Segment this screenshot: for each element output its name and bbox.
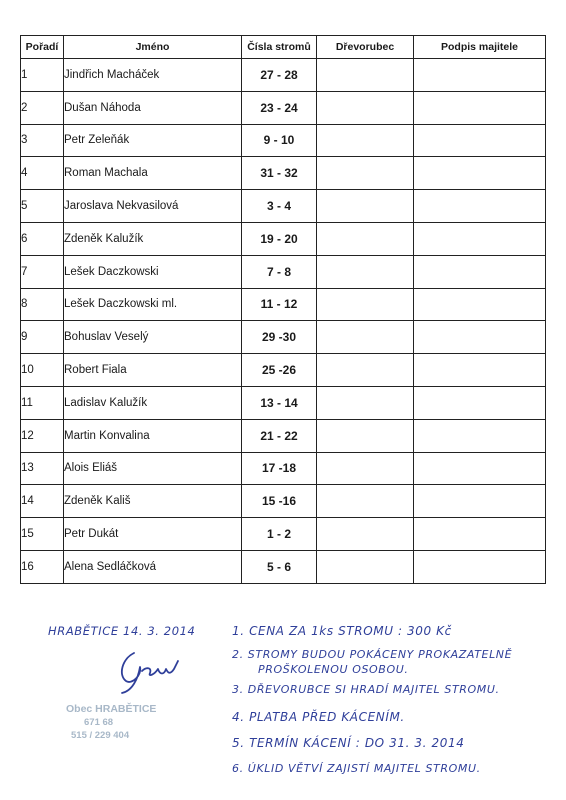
row-tree-numbers: 1 - 2 (242, 518, 317, 551)
row-signature-cell (414, 157, 546, 190)
row-woodcutter-cell (317, 386, 414, 419)
row-order: 8 (21, 288, 64, 321)
row-signature-cell (414, 386, 546, 419)
row-tree-numbers: 15 -16 (242, 485, 317, 518)
tree-allocation-table (20, 35, 546, 584)
table-row (21, 157, 546, 190)
table-row (21, 386, 546, 419)
row-woodcutter-cell (317, 59, 414, 92)
table-row (21, 255, 546, 288)
row-name: Martin Konvalina (64, 419, 242, 452)
row-tree-numbers: 13 - 14 (242, 386, 317, 419)
row-tree-numbers: 17 -18 (242, 452, 317, 485)
row-name: Robert Fiala (64, 354, 242, 387)
note-3: 3. DŘEVORUBCE SI HRADÍ MAJITEL STROMU. (232, 683, 500, 696)
row-signature-cell (414, 321, 546, 354)
row-order: 2 (21, 91, 64, 124)
note-1: 1. CENA ZA 1ks STROMU : 300 Kč (232, 624, 452, 638)
row-woodcutter-cell (317, 485, 414, 518)
row-signature-cell (414, 354, 546, 387)
table-body (21, 59, 546, 584)
note-2: 2. STROMY BUDOU POKÁCENY PROKAZATELNĚ (232, 648, 513, 661)
table-row (21, 518, 546, 551)
table-header-row (21, 36, 546, 59)
row-order: 15 (21, 518, 64, 551)
row-signature-cell (414, 190, 546, 223)
note-6: 6. ÚKLID VĚTVÍ ZAJISTÍ MAJITEL STROMU. (232, 762, 481, 775)
header-name: Jméno (64, 36, 242, 59)
table-row (21, 452, 546, 485)
row-signature-cell (414, 222, 546, 255)
row-name: Roman Machala (64, 157, 242, 190)
row-tree-numbers: 9 - 10 (242, 124, 317, 157)
row-woodcutter-cell (317, 222, 414, 255)
row-tree-numbers: 25 -26 (242, 354, 317, 387)
row-woodcutter-cell (317, 518, 414, 551)
row-signature-cell (414, 550, 546, 583)
row-name: Lešek Daczkowski (64, 255, 242, 288)
table-row (21, 485, 546, 518)
row-woodcutter-cell (317, 288, 414, 321)
row-woodcutter-cell (317, 124, 414, 157)
row-woodcutter-cell (317, 255, 414, 288)
row-woodcutter-cell (317, 91, 414, 124)
table-row (21, 222, 546, 255)
row-signature-cell (414, 59, 546, 92)
row-tree-numbers: 7 - 8 (242, 255, 317, 288)
row-signature-cell (414, 124, 546, 157)
table-row (21, 354, 546, 387)
row-tree-numbers: 11 - 12 (242, 288, 317, 321)
row-tree-numbers: 31 - 32 (242, 157, 317, 190)
row-order: 4 (21, 157, 64, 190)
row-tree-numbers: 5 - 6 (242, 550, 317, 583)
header-order: Pořadí (21, 36, 64, 59)
row-order: 16 (21, 550, 64, 583)
row-order: 13 (21, 452, 64, 485)
stamp-line-2: 671 68 (84, 717, 114, 728)
row-signature-cell (414, 419, 546, 452)
table-row (21, 91, 546, 124)
row-name: Bohuslav Veselý (64, 321, 242, 354)
row-order: 9 (21, 321, 64, 354)
signature-icon (112, 645, 192, 697)
row-tree-numbers: 19 - 20 (242, 222, 317, 255)
row-name: Petr Dukát (64, 518, 242, 551)
row-signature-cell (414, 452, 546, 485)
row-name: Zdeněk Kalužík (64, 222, 242, 255)
row-signature-cell (414, 288, 546, 321)
row-order: 5 (21, 190, 64, 223)
row-signature-cell (414, 518, 546, 551)
stamp-line-3: 515 / 229 404 (71, 730, 130, 741)
row-name: Dušan Náhoda (64, 91, 242, 124)
row-tree-numbers: 29 -30 (242, 321, 317, 354)
row-woodcutter-cell (317, 419, 414, 452)
table-row (21, 190, 546, 223)
note-2-continued: PROŠKOLENOU OSOBOU. (258, 663, 409, 676)
table-row (21, 124, 546, 157)
row-name: Petr Zeleňák (64, 124, 242, 157)
row-woodcutter-cell (317, 354, 414, 387)
row-name: Ladislav Kalužík (64, 386, 242, 419)
row-order: 7 (21, 255, 64, 288)
stamp-line-1: Obec HRABĚTICE (66, 703, 157, 715)
row-signature-cell (414, 91, 546, 124)
row-name: Lešek Daczkowski ml. (64, 288, 242, 321)
header-woodcutter: Dřevorubec (317, 36, 414, 59)
row-woodcutter-cell (317, 321, 414, 354)
row-order: 1 (21, 59, 64, 92)
table-row (21, 321, 546, 354)
row-signature-cell (414, 255, 546, 288)
row-woodcutter-cell (317, 452, 414, 485)
row-name: Alois Eliáš (64, 452, 242, 485)
table-row (21, 419, 546, 452)
table-row (21, 550, 546, 583)
row-signature-cell (414, 485, 546, 518)
row-order: 10 (21, 354, 64, 387)
row-tree-numbers: 23 - 24 (242, 91, 317, 124)
handwritten-place-date: HRABĚTICE 14. 3. 2014 (48, 624, 196, 638)
row-tree-numbers: 21 - 22 (242, 419, 317, 452)
row-tree-numbers: 27 - 28 (242, 59, 317, 92)
row-name: Jaroslava Nekvasilová (64, 190, 242, 223)
row-order: 14 (21, 485, 64, 518)
row-woodcutter-cell (317, 157, 414, 190)
note-4: 4. PLATBA PŘED KÁCENÍM. (232, 710, 405, 724)
row-order: 11 (21, 386, 64, 419)
row-order: 3 (21, 124, 64, 157)
row-woodcutter-cell (317, 550, 414, 583)
table-row (21, 288, 546, 321)
header-signature: Podpis majitele (414, 36, 546, 59)
row-tree-numbers: 3 - 4 (242, 190, 317, 223)
row-order: 12 (21, 419, 64, 452)
table-row (21, 59, 546, 92)
header-trees: Čísla stromů (242, 36, 317, 59)
row-woodcutter-cell (317, 190, 414, 223)
row-name: Zdeněk Kališ (64, 485, 242, 518)
row-name: Jindřich Macháček (64, 59, 242, 92)
row-order: 6 (21, 222, 64, 255)
note-5: 5. TERMÍN KÁCENÍ : DO 31. 3. 2014 (232, 736, 465, 750)
row-name: Alena Sedláčková (64, 550, 242, 583)
